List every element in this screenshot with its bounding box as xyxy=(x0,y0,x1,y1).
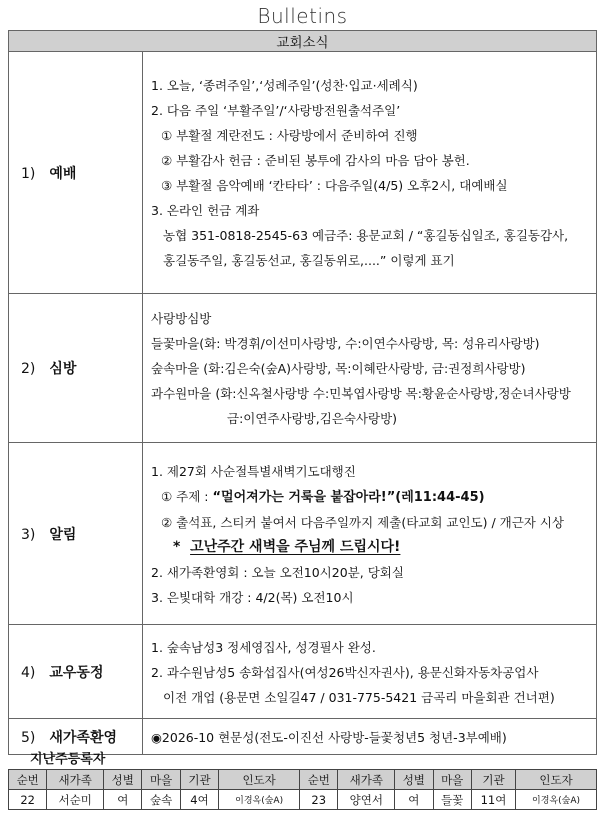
worship-title: 예배 xyxy=(49,165,77,182)
members-label xyxy=(9,625,143,719)
section-header: 교회소식 xyxy=(9,31,597,52)
header-cell: 새가족 xyxy=(338,770,395,790)
header-cell: 새가족 xyxy=(47,770,104,790)
notice-highlight xyxy=(151,535,588,560)
notice-highlight-text: 고난주간 새벽을 주님께 드립시다! xyxy=(190,538,401,555)
visit-label xyxy=(9,294,143,443)
header-cell: 마을 xyxy=(433,770,471,790)
members-line: 이전 개업 (용문면 소일길47 / 031-775-5421 금곡리 마을회관 건너편) xyxy=(163,689,555,705)
header-cell: 인도자 xyxy=(219,770,300,790)
table-cell: 22 xyxy=(9,790,47,810)
notice-label xyxy=(9,443,143,625)
members-line: 2. 과수원남성5 송화섭집사(여성26박신자권사), 용문신화자동차공업사 xyxy=(151,664,539,680)
header-cell: 순번 xyxy=(300,770,338,790)
header-cell: 마을 xyxy=(142,770,180,790)
header-cell: 기관 xyxy=(180,770,218,790)
table-cell: 이경옥(숲A) xyxy=(219,790,300,810)
notice-line: 1. 제27회 사순절특별새벽기도대행진 xyxy=(151,463,356,479)
newcomers-line: ◉2026-10 현문성(전도-이진선 사랑방-들꽃청년5 청년-3부예배) xyxy=(151,729,507,745)
header-cell: 성별 xyxy=(104,770,142,790)
worship-content xyxy=(143,52,597,294)
header-cell: 인도자 xyxy=(516,770,597,790)
notice-content xyxy=(143,443,597,625)
table-cell: 이경옥(숲A) xyxy=(516,790,597,810)
worship-line: 2. 다음 주일 ‘부활주일’/‘사랑방전원출석주일’ xyxy=(151,103,401,118)
church-news-table xyxy=(8,30,597,755)
visit-num: 2) xyxy=(21,361,36,377)
notice-line: ② 출석표, 스티커 붙여서 다음주일까지 제출(타교회 교인도) / 개근자 시상 xyxy=(161,514,565,530)
table-cell: 들꽃 xyxy=(433,790,471,810)
members-content xyxy=(143,625,597,719)
page-title: Bulletins xyxy=(257,4,348,28)
notice-theme-text: “멀어져가는 거룩을 붙잡아라!”(레11:44-45) xyxy=(212,489,485,505)
visit-title: 심방 xyxy=(49,361,77,377)
header-cell: 순번 xyxy=(9,770,47,790)
table-cell: 11여 xyxy=(471,790,515,810)
notice-theme xyxy=(151,484,588,510)
registration-title: 지난주등록자 xyxy=(30,752,106,767)
notice-title: 알림 xyxy=(49,526,77,543)
worship-line: ① 부활절 계란전도 : 사랑방에서 준비하여 진행 xyxy=(161,128,418,143)
worship-num: 1) xyxy=(21,165,36,182)
table-cell: 23 xyxy=(300,790,338,810)
visit-line: 숲속마을 (화:김은숙(숲A)사랑방, 목:이혜란사랑방, 금:권정희사랑방) xyxy=(151,361,526,376)
notice-theme-prefix: ① 주제 : xyxy=(161,488,213,504)
visit-line: 과수원마을 (화:신옥철사랑방 수:민복엽사랑방 목:황윤순사랑방,정순녀사랑방 xyxy=(151,386,571,401)
table-row xyxy=(9,790,597,810)
table-cell: 여 xyxy=(395,790,433,810)
worship-line: 농협 351-0818-2545-63 예금주: 용문교회 / “홍길동십일조, 홍길동감사, xyxy=(163,228,569,243)
visit-line: 금:이연주사랑방,김은숙사랑방) xyxy=(227,411,398,426)
table-cell: 숲속 xyxy=(142,790,180,810)
table-cell: 서순미 xyxy=(47,790,104,810)
worship-line: ③ 부활절 음악예배 ‘칸타타’ : 다음주일(4/5) 오후2시, 대예배실 xyxy=(161,178,508,193)
visit-content xyxy=(143,294,597,443)
header-cell: 기관 xyxy=(471,770,515,790)
members-title: 교우동정 xyxy=(49,664,104,681)
newcomers-num: 5) xyxy=(21,729,36,746)
worship-line: ② 부활감사 헌금 : 준비된 봉투에 감사의 마음 담아 봉헌. xyxy=(161,153,470,168)
table-cell: 4여 xyxy=(180,790,218,810)
newcomers-title: 새가족환영 xyxy=(49,729,117,746)
registration-table xyxy=(8,769,597,810)
notice-num: 3) xyxy=(21,526,36,543)
members-num: 4) xyxy=(21,664,36,681)
visit-line: 사랑방심방 xyxy=(151,311,212,326)
visit-line: 들꽃마을(화: 박경휘/이선미사랑방, 수:이연수사랑방, 목: 성유리사랑방) xyxy=(151,336,540,351)
worship-line: 홍길동주일, 홍길동선교, 홍길동위로,....” 이렇게 표기 xyxy=(163,253,455,268)
notice-line: 2. 새가족환영회 : 오늘 오전10시20분, 당회실 xyxy=(151,564,404,580)
newcomers-content xyxy=(143,719,597,755)
table-cell: 여 xyxy=(104,790,142,810)
header-cell: 성별 xyxy=(395,770,433,790)
table-cell: 양연서 xyxy=(338,790,395,810)
notice-line: 3. 은빛대학 개강 : 4/2(목) 오전10시 xyxy=(151,589,354,605)
worship-line: 3. 온라인 헌금 계좌 xyxy=(151,203,260,218)
star-mark: * xyxy=(173,538,181,555)
worship-line: 1. 오늘, ‘종려주일’,‘성례주일’(성찬·입교·세례식) xyxy=(151,78,418,93)
worship-label xyxy=(9,52,143,294)
members-line: 1. 숲속남성3 정세영집사, 성경필사 완성. xyxy=(151,639,376,655)
registration-header-row xyxy=(9,770,597,790)
